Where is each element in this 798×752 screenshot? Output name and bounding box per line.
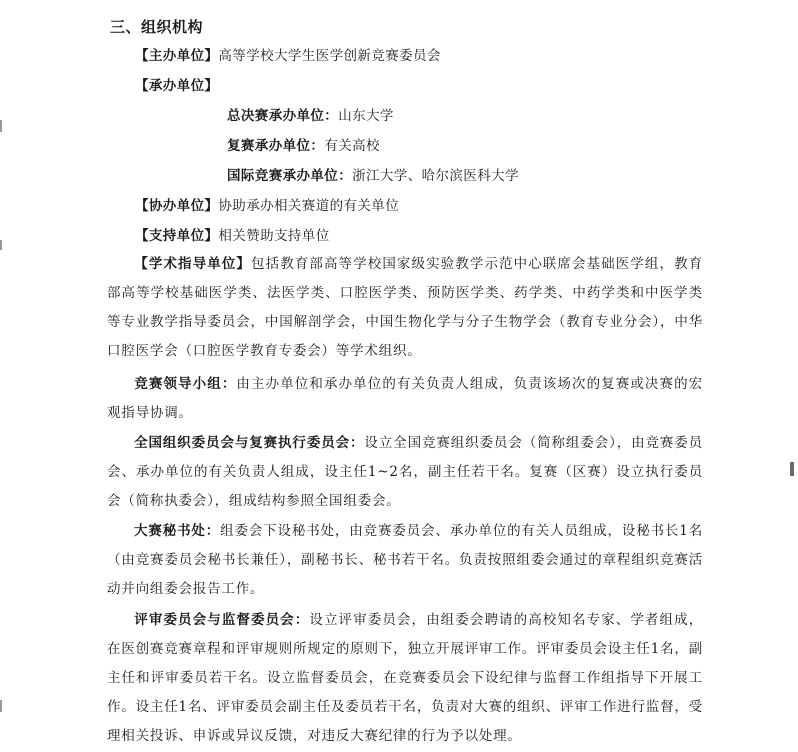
final-organizer-label: 总决赛承办单位： xyxy=(227,108,339,124)
committee-text: 设立全国竞赛组织委员会（简称组委会），由竞赛委员会、承办单位的有关负责人组成，设主任1~2名，副主任若干名。复赛（区赛）设立执行委员会（简称执委会），组成结构参照全国组委会。 xyxy=(107,435,703,509)
support-text: 相关赞助支持单位 xyxy=(218,228,330,244)
host-label: 【主办单位】 xyxy=(135,48,219,64)
secretariat-label: 大赛秘书处： xyxy=(134,523,221,539)
host-line xyxy=(135,46,441,66)
secretariat-text: 组委会下设秘书处，由竞赛委员会、承办单位的有关人员组成，设秘书长1名（由竞赛委员会秘书长兼任），副秘书长、秘书若干名。负责按照组委会通过的章程组织竞赛活动并向组委会报告工作。 xyxy=(107,523,703,597)
academic-label: 【学术指导单位】 xyxy=(134,256,252,272)
intl-organizer-line xyxy=(227,166,519,186)
committee-paragraph xyxy=(107,429,703,516)
co-organizer-label: 【协办单位】 xyxy=(135,198,219,214)
intl-organizer-text: 浙江大学、哈尔滨医科大学 xyxy=(352,168,519,184)
semi-organizer-text: 有关高校 xyxy=(324,138,380,154)
left-edge-mark xyxy=(0,240,2,250)
organizer-line xyxy=(135,76,218,96)
co-organizer-text: 协助承办相关赛道的有关单位 xyxy=(218,198,400,214)
leadership-label: 竞赛领导小组： xyxy=(134,376,237,392)
review-paragraph xyxy=(107,606,703,751)
section-heading: 三、组织机构 xyxy=(110,18,204,36)
left-edge-mark xyxy=(0,120,2,132)
review-text: 设立评审委员会，由组委会聘请的高校知名专家、学者组成，在医创赛竞赛章程和评审规则所规定的原则下，独立开展评审工作。评审委员会设主任1名，副主任和评审委员若干名。设立监督委员会，在竞赛委员会下设纪律与监督工作组指导下开展工作。设主任1名、评审委员会副主任及委员若干名，负责对大赛的组织、评审工作进行监督，受理相关投诉、申诉或异议反馈，对违反大赛纪律的行为予以处理。 xyxy=(107,612,703,744)
academic-paragraph xyxy=(107,250,703,366)
support-line xyxy=(135,226,330,246)
committee-label: 全国组织委员会与复赛执行委员会： xyxy=(134,435,365,451)
host-text: 高等学校大学生医学创新竞赛委员会 xyxy=(218,48,441,64)
final-organizer-line xyxy=(227,106,394,126)
semi-organizer-label: 复赛承办单位： xyxy=(227,138,325,154)
leadership-text: 由主办单位和承办单位的有关负责人组成，负责该场次的复赛或决赛的宏观指导协调。 xyxy=(107,376,703,421)
leadership-paragraph xyxy=(107,370,703,428)
semi-organizer-line xyxy=(227,136,380,156)
support-label: 【支持单位】 xyxy=(135,228,219,244)
academic-text: 包括教育部高等学校国家级实验教学示范中心联席会基础医学组，教育部高等学校基础医学类、法医学类、口腔医学类、预防医学类、药学类、中药学类和中医学类等专业教学指导委员会，中国解剖学会，中国生物化学与分子生物学会（教育专业分会），中华口腔医学会（口腔医学教育专委会）等学术组织。 xyxy=(107,256,703,359)
intl-organizer-label: 国际竞赛承办单位： xyxy=(227,168,353,184)
secretariat-paragraph xyxy=(107,517,703,604)
organizer-label: 【承办单位】 xyxy=(135,78,219,94)
final-organizer-text: 山东大学 xyxy=(338,108,394,124)
left-edge-mark xyxy=(0,700,2,712)
review-label: 评审委员会与监督委员会： xyxy=(134,612,310,628)
co-organizer-line xyxy=(135,196,399,216)
page-edge-mark xyxy=(790,462,794,476)
